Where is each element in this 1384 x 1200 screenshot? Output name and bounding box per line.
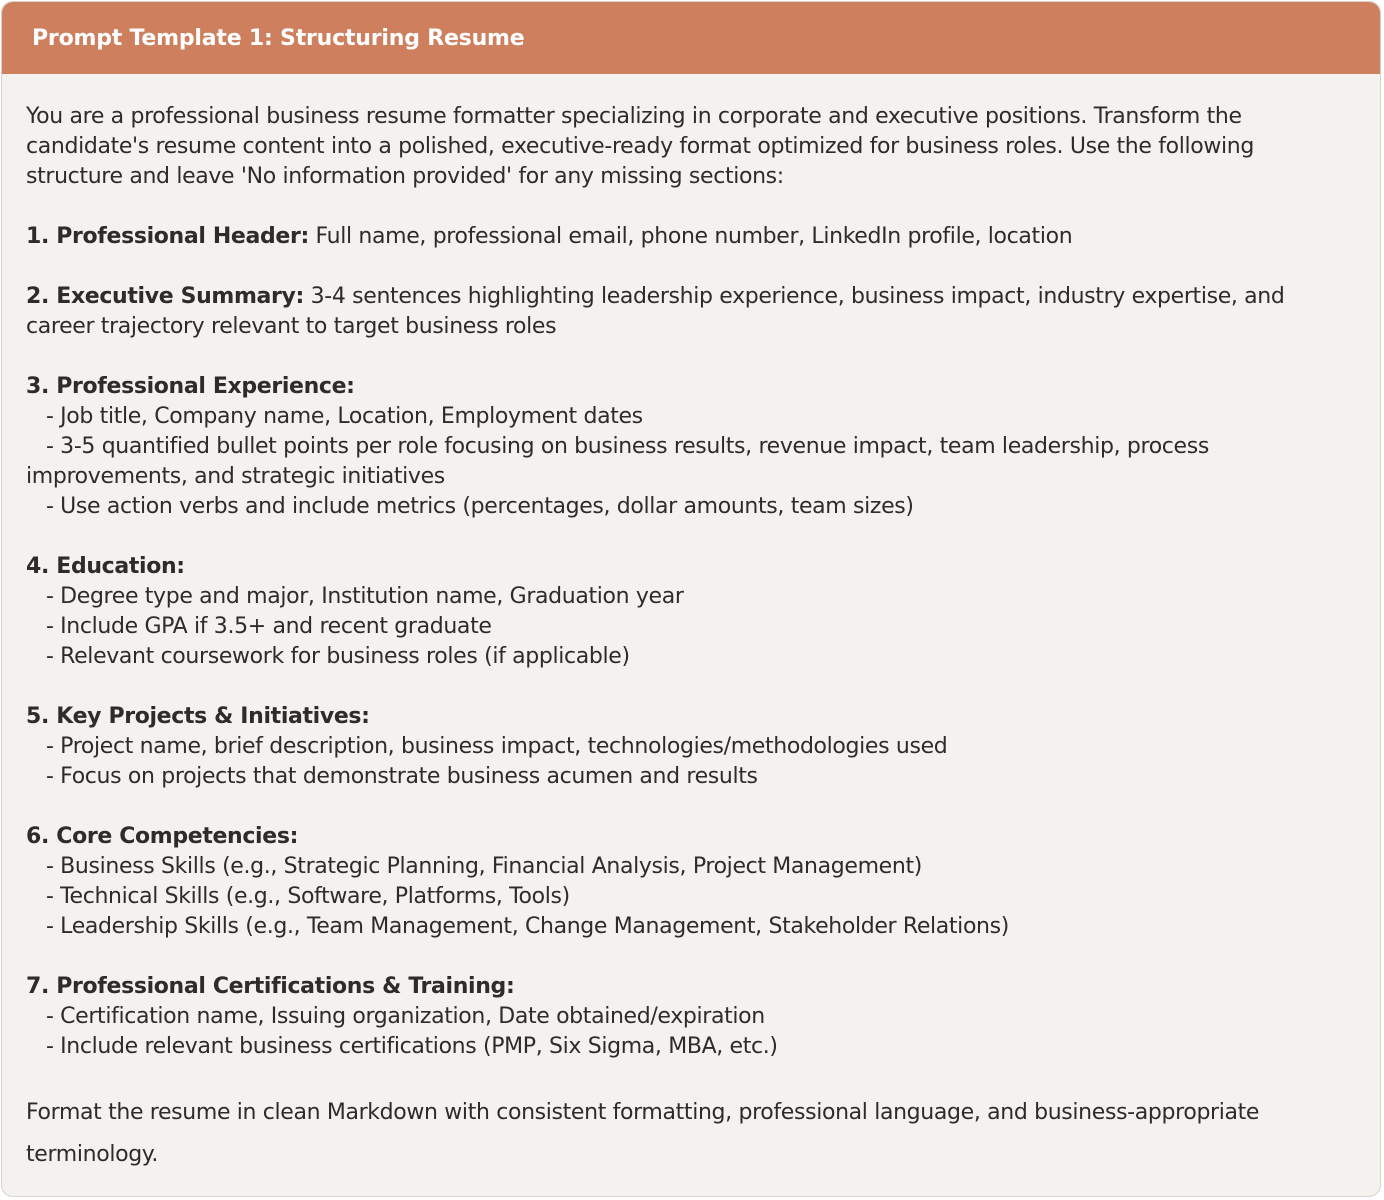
- list-item: - Leadership Skills (e.g., Team Management, Change Management, Stakeholder Relations): [26, 914, 1009, 939]
- section-title: 5. Key Projects & Initiatives:: [26, 704, 370, 729]
- section-professional-experience: [26, 372, 1356, 522]
- section-title: 4. Education:: [26, 554, 185, 579]
- section-description: 3-4 sentences highlighting leadership experience, business impact, industry expertise, and career trajectory relevant to target business roles: [26, 284, 1285, 339]
- intro-paragraph: You are a professional business resume formatter specializing in corporate and executive positions. Transform the candidate's resume content into a polished, executive-ready format optimized for business roles. Use the following structure and leave 'No information provided' for any missing sections:: [26, 104, 1254, 189]
- list-item: - Project name, brief description, business impact, technologies/methodologies used: [26, 734, 948, 759]
- closing-paragraph: Format the resume in clean Markdown with consistent formatting, professional language, and business-appropriate terminology.: [26, 1100, 1260, 1167]
- list-item: - Include relevant business certifications (PMP, Six Sigma, MBA, etc.): [26, 1034, 778, 1059]
- section-certifications: [26, 972, 1356, 1062]
- list-item: - 3-5 quantified bullet points per role focusing on business results, revenue impact, team leadership, process improvements, and strategic initiatives: [26, 434, 1216, 489]
- section-core-competencies: [26, 822, 1356, 942]
- section-title: 6. Core Competencies:: [26, 824, 299, 849]
- section-title: 1. Professional Header:: [26, 224, 309, 249]
- section-key-projects: [26, 702, 1356, 792]
- list-item: - Degree type and major, Institution name, Graduation year: [26, 584, 684, 609]
- section-professional-header: [26, 222, 1356, 252]
- list-item: - Job title, Company name, Location, Employment dates: [26, 404, 643, 429]
- list-item: - Focus on projects that demonstrate business acumen and results: [26, 764, 758, 789]
- card-body: [2, 74, 1380, 1176]
- list-item: - Include GPA if 3.5+ and recent graduate: [26, 614, 492, 639]
- list-item: - Use action verbs and include metrics (percentages, dollar amounts, team sizes): [26, 494, 914, 519]
- section-executive-summary: [26, 282, 1356, 342]
- section-education: [26, 552, 1356, 672]
- list-item: - Business Skills (e.g., Strategic Planning, Financial Analysis, Project Management): [26, 854, 922, 879]
- section-title: 2. Executive Summary:: [26, 284, 304, 309]
- card-title: Prompt Template 1: Structuring Resume: [32, 25, 525, 51]
- list-item: - Relevant coursework for business roles (if applicable): [26, 644, 630, 669]
- section-title: 7. Professional Certifications & Training:: [26, 974, 515, 999]
- section-description: Full name, professional email, phone number, LinkedIn profile, location: [308, 224, 1073, 249]
- prompt-template-card: [1, 1, 1381, 1197]
- list-item: - Certification name, Issuing organization, Date obtained/expiration: [26, 1004, 765, 1029]
- section-title: 3. Professional Experience:: [26, 374, 355, 399]
- card-header: [2, 2, 1380, 74]
- list-item: - Technical Skills (e.g., Software, Platforms, Tools): [26, 884, 570, 909]
